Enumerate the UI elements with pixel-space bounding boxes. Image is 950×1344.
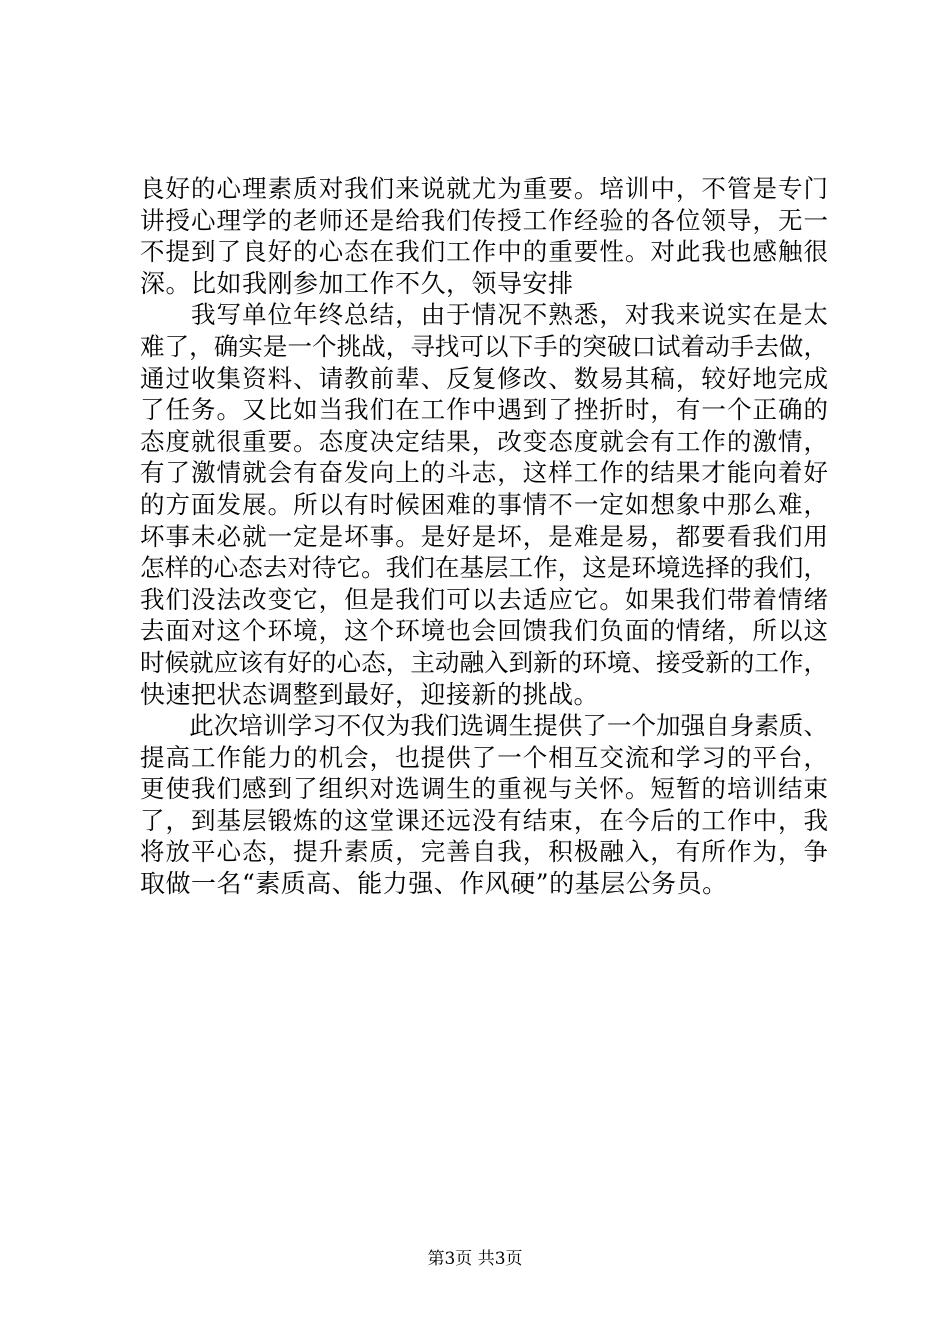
text-line: 我写单位年终总结，由于情况不熟悉，对我来说实在是太	[140, 300, 828, 330]
text-line: 取做一名“素质高、能力强、作风硬”的基层公务员。	[140, 869, 728, 899]
text-line: 了任务。又比如当我们在工作中遇到了挫折时，有一个正确的	[140, 395, 828, 425]
text-line: 不提到了良好的心态在我们工作中的重要性。对此我也感触很	[140, 237, 828, 267]
text-line: 通过收集资料、请教前辈、反复修改、数易其稿，较好地完成	[140, 363, 828, 393]
text-line: 深。比如我刚参加工作不久，领导安排	[140, 268, 574, 298]
paragraph	[140, 299, 828, 710]
text-line: 坏事未必就一定是坏事。是好是坏，是难是易，都要看我们用	[140, 521, 828, 551]
text-line: 怎样的心态去对待它。我们在基层工作，这是环境选择的我们，	[140, 553, 828, 583]
text-line: 讲授心理学的老师还是给我们传授工作经验的各位领导，无一	[140, 205, 828, 235]
document-body	[140, 173, 828, 900]
text-line: 难了，确实是一个挑战，寻找可以下手的突破口试着动手去做，	[140, 331, 828, 361]
text-line: 时候就应该有好的心态，主动融入到新的环境、接受新的工作，	[140, 647, 828, 677]
text-line: 我们没法改变它，但是我们可以去适应它。如果我们带着情绪	[140, 584, 828, 614]
text-line: 将放平心态，提升素质，完善自我，积极融入，有所作为，争	[140, 837, 828, 867]
text-line: 态度就很重要。态度决定结果，改变态度就会有工作的激情，	[140, 426, 828, 456]
text-line: 提高工作能力的机会，也提供了一个相互交流和学习的平台，	[140, 742, 828, 772]
text-line: 此次培训学习不仅为我们选调生提供了一个加强自身素质、	[140, 711, 828, 741]
text-line: 了，到基层锻炼的这堂课还远没有结束，在今后的工作中，我	[140, 805, 828, 835]
text-line: 快速把状态调整到最好，迎接新的挑战。	[140, 679, 600, 709]
page-number-footer: 第3页 共3页	[427, 1249, 523, 1269]
paragraph	[140, 173, 828, 299]
text-line: 更使我们感到了组织对选调生的重视与关怀。短暂的培训结束	[140, 774, 828, 804]
text-line: 去面对这个环境，这个环境也会回馈我们负面的情绪，所以这	[140, 616, 828, 646]
paragraph	[140, 710, 828, 900]
text-line: 有了激情就会有奋发向上的斗志，这样工作的结果才能向着好	[140, 458, 828, 488]
text-line: 良好的心理素质对我们来说就尤为重要。培训中，不管是专门	[140, 174, 828, 203]
text-line: 的方面发展。所以有时候困难的事情不一定如想象中那么难，	[140, 489, 828, 519]
